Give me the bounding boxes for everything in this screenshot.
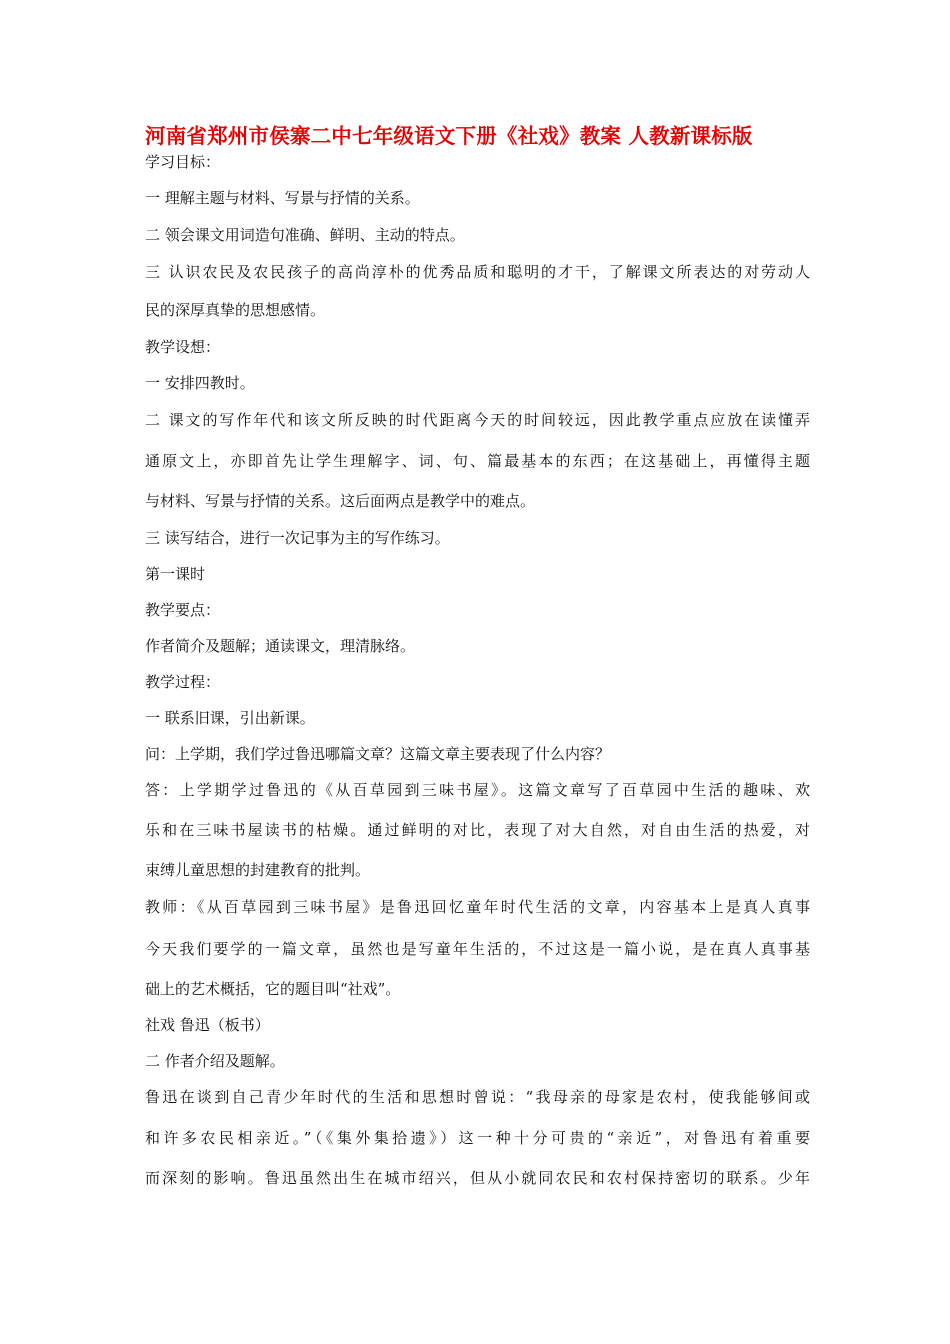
text-line: 作者简介及题解；通读课文，理清脉络。 <box>145 637 416 655</box>
text-line: 三 认识农民及农民孩子的高尚淳朴的优秀品质和聪明的才干，了解课文所表达的对劳动人 <box>145 263 810 281</box>
text-line: 社戏 鲁迅（板书） <box>145 1016 270 1034</box>
text-line: 通原文上，亦即首先让学生理解字、词、句、篇最基本的东西；在这基础上，再懂得主题 <box>145 452 810 470</box>
text-line: 与材料、写景与抒情的关系。这后面两点是教学中的难点。 <box>145 492 536 510</box>
section-heading-learning-goals: 学习目标： <box>145 153 221 171</box>
document-title: 河南省郑州市侯寨二中七年级语文下册《社戏》教案 人教新课标版 <box>145 124 753 148</box>
text-line: 教师：《从百草园到三味书屋》是鲁迅回忆童年时代生活的文章，内容基本上是真人真事 <box>145 898 810 916</box>
text-line: 二 领会课文用词造句准确、鲜明、主动的特点。 <box>145 226 465 244</box>
text-line: 三 读写结合，进行一次记事为主的写作练习。 <box>145 529 450 547</box>
section-heading-teaching-plan: 教学设想： <box>145 338 221 356</box>
text-line: 和许多农民相亲近。”（《集外集拾遗》）这一种十分可贵的“亲近”，对鲁迅有着重要 <box>145 1129 810 1147</box>
text-line: 而深刻的影响。鲁迅虽然出生在城市绍兴，但从小就同农民和农村保持密切的联系。少年 <box>145 1169 810 1187</box>
text-line: 乐和在三味书屋读书的枯燥。通过鲜明的对比，表现了对大自然，对自由生活的热爱，对 <box>145 821 810 839</box>
text-line: 一 联系旧课，引出新课。 <box>145 709 315 727</box>
text-line: 一 安排四教时。 <box>145 374 255 392</box>
text-line: 答：上学期学过鲁迅的《从百草园到三味书屋》。这篇文章写了百草园中生活的趣味、欢 <box>145 781 810 799</box>
text-line: 二 作者介绍及题解。 <box>145 1052 285 1070</box>
text-line: 鲁迅在谈到自己青少年时代的生活和思想时曾说：“我母亲的母家是农村，使我能够间或 <box>145 1088 810 1106</box>
text-line: 民的深厚真挚的思想感情。 <box>145 301 326 319</box>
section-heading-key-points: 教学要点： <box>145 601 221 619</box>
section-heading-process: 教学过程： <box>145 673 221 691</box>
text-line: 二 课文的写作年代和该文所反映的时代距离今天的时间较远，因此教学重点应放在读懂弄 <box>145 411 810 429</box>
text-line: 一 理解主题与材料、写景与抒情的关系。 <box>145 189 420 207</box>
text-line: 础上的艺术概括，它的题目叫“社戏”。 <box>145 980 401 998</box>
section-heading-first-lesson: 第一课时 <box>145 565 206 583</box>
text-line: 问：上学期，我们学过鲁迅哪篇文章？这篇文章主要表现了什么内容？ <box>145 745 611 763</box>
text-line: 束缚儿童思想的封建教育的批判。 <box>145 861 371 879</box>
text-line: 今天我们要学的一篇文章，虽然也是写童年生活的，不过这是一篇小说，是在真人真事基 <box>145 940 810 958</box>
